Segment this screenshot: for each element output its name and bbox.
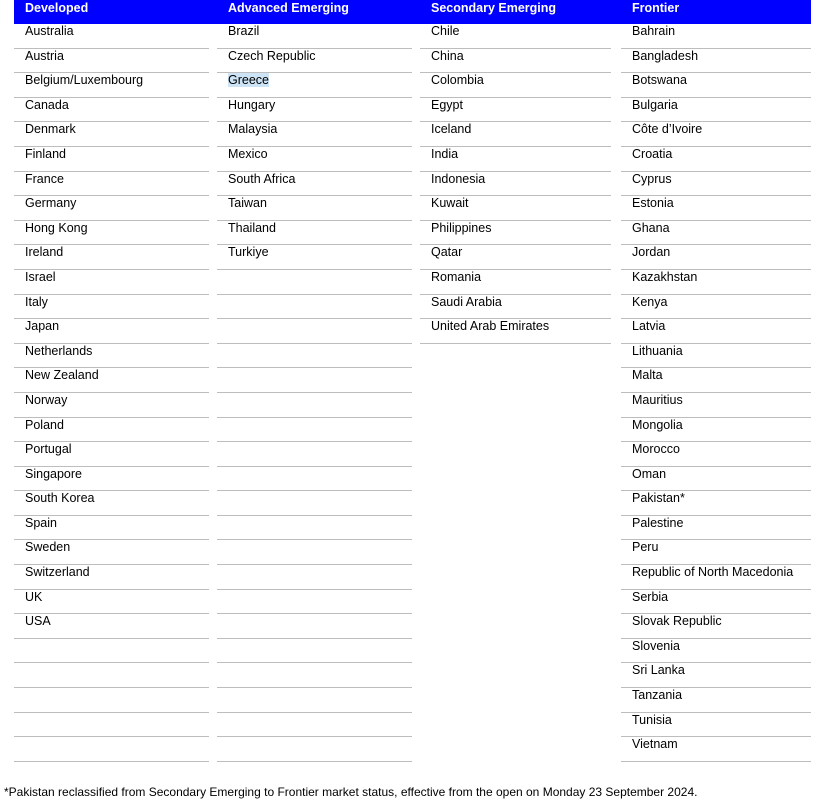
country-name: Malaysia	[228, 122, 278, 137]
column-header: Secondary Emerging	[431, 1, 557, 15]
country-name: Sri Lanka	[632, 663, 685, 678]
table-cell	[621, 565, 811, 590]
table-cell	[14, 122, 209, 147]
column-header: Frontier	[632, 1, 680, 15]
country-name: Saudi Arabia	[431, 294, 502, 309]
table-cell	[621, 663, 811, 688]
country-name: Austria	[25, 48, 64, 63]
empty-cell	[217, 713, 412, 738]
table-cell	[621, 614, 811, 639]
table-cell	[14, 319, 209, 344]
country-name-selected: Greece	[228, 73, 269, 88]
column-developed	[14, 0, 209, 762]
table-cell	[14, 49, 209, 74]
country-name: Bangladesh	[632, 48, 699, 63]
column-secondary-emerging	[420, 0, 611, 344]
table-cell	[14, 614, 209, 639]
country-name: Japan	[25, 319, 60, 334]
empty-cell	[217, 368, 412, 393]
table-cell	[420, 98, 611, 123]
empty-cell	[217, 295, 412, 320]
table-cell	[217, 98, 412, 123]
country-name: Czech Republic	[228, 48, 316, 63]
table-cell	[217, 73, 412, 98]
empty-cell	[217, 737, 412, 762]
table-cell	[14, 540, 209, 565]
empty-cell	[14, 713, 209, 738]
country-name: Thailand	[228, 220, 276, 235]
country-name: Serbia	[632, 589, 669, 604]
country-name: Netherlands	[25, 343, 93, 358]
country-name: Hong Kong	[25, 220, 88, 235]
empty-cell	[14, 688, 209, 713]
table-cell	[217, 245, 412, 270]
table-cell	[621, 639, 811, 664]
empty-cell	[217, 688, 412, 713]
table-cell	[420, 122, 611, 147]
column-header: Developed	[25, 1, 89, 15]
country-name: Egypt	[431, 97, 463, 112]
country-name: Bulgaria	[632, 97, 678, 112]
country-name: Belgium/Luxembourg	[25, 73, 144, 88]
empty-cell	[217, 393, 412, 418]
table-cell	[14, 24, 209, 49]
country-name: Mauritius	[632, 392, 683, 407]
empty-cell	[217, 540, 412, 565]
empty-cell	[217, 663, 412, 688]
country-name: Indonesia	[431, 171, 486, 186]
column-advanced-emerging	[217, 0, 412, 762]
country-name: Lithuania	[632, 343, 683, 358]
table-cell	[420, 245, 611, 270]
table-cell	[14, 442, 209, 467]
country-name: Hungary	[228, 97, 276, 112]
country-name: Kenya	[632, 294, 668, 309]
country-name: Pakistan*	[632, 491, 685, 506]
table-cell	[217, 196, 412, 221]
country-name: India	[431, 146, 459, 161]
country-name: Taiwan	[228, 196, 267, 211]
table-cell	[621, 737, 811, 762]
empty-cell	[217, 491, 412, 516]
country-name: Israel	[25, 269, 56, 284]
country-name: Romania	[431, 269, 482, 284]
empty-cell	[217, 344, 412, 369]
table-cell	[14, 368, 209, 393]
country-name: United Arab Emirates	[431, 319, 550, 334]
table-cell	[14, 344, 209, 369]
country-name: Malta	[632, 368, 663, 383]
country-name: USA	[25, 614, 51, 629]
table-cell	[621, 540, 811, 565]
table-cell	[420, 73, 611, 98]
table-cell	[14, 467, 209, 492]
table-cell	[621, 688, 811, 713]
country-name: Portugal	[25, 442, 72, 457]
table-cell	[420, 270, 611, 295]
empty-cell	[217, 467, 412, 492]
country-name: France	[25, 171, 64, 186]
country-name: Botswana	[632, 73, 687, 88]
country-name: Vietnam	[632, 737, 678, 752]
country-name: Cyprus	[632, 171, 672, 186]
table-cell	[14, 221, 209, 246]
table-cell	[621, 590, 811, 615]
table-cell	[621, 196, 811, 221]
table-cell	[420, 24, 611, 49]
table-cell	[621, 49, 811, 74]
table-cell	[621, 24, 811, 49]
empty-cell	[217, 319, 412, 344]
country-name: Colombia	[431, 73, 484, 88]
table-cell	[621, 245, 811, 270]
country-name: Canada	[25, 97, 69, 112]
country-name: Germany	[25, 196, 77, 211]
table-cell	[14, 73, 209, 98]
table-cell	[621, 73, 811, 98]
table-cell	[14, 147, 209, 172]
empty-cell	[217, 516, 412, 541]
country-name: Philippines	[431, 220, 492, 235]
table-cell	[14, 418, 209, 443]
table-cell	[14, 491, 209, 516]
column-frontier	[621, 0, 811, 762]
country-name: New Zealand	[25, 368, 99, 383]
empty-cell	[217, 590, 412, 615]
country-name: UK	[25, 589, 43, 604]
country-name: Morocco	[632, 442, 680, 457]
country-name: Tunisia	[632, 712, 672, 727]
table-cell	[420, 49, 611, 74]
country-name: Palestine	[632, 515, 684, 530]
table-cell	[621, 344, 811, 369]
table-cell	[420, 295, 611, 320]
country-name: Slovenia	[632, 638, 680, 653]
country-name: Ghana	[632, 220, 670, 235]
table-cell	[420, 172, 611, 197]
empty-cell	[14, 663, 209, 688]
table-cell	[217, 24, 412, 49]
table-cell	[14, 245, 209, 270]
country-name: Spain	[25, 515, 57, 530]
table-cell	[621, 147, 811, 172]
table-cell	[621, 319, 811, 344]
country-name: Brazil	[228, 24, 260, 38]
country-name: Australia	[25, 24, 74, 38]
table-cell	[217, 147, 412, 172]
table-cell	[14, 565, 209, 590]
country-name: Iceland	[431, 122, 472, 137]
empty-cell	[217, 418, 412, 443]
table-cell	[14, 516, 209, 541]
country-name: Tanzania	[632, 688, 683, 703]
table-cell	[621, 172, 811, 197]
column-header: Advanced Emerging	[228, 1, 349, 15]
table-cell	[14, 270, 209, 295]
country-name: Bahrain	[632, 24, 676, 38]
table-cell	[14, 98, 209, 123]
country-name: Mexico	[228, 146, 268, 161]
country-name: Finland	[25, 146, 66, 161]
table-cell	[217, 172, 412, 197]
table-cell	[14, 590, 209, 615]
country-name: Switzerland	[25, 565, 90, 580]
table-cell	[621, 467, 811, 492]
country-name: Turkiye	[228, 245, 269, 260]
table-cell	[420, 196, 611, 221]
country-name: Ireland	[25, 245, 64, 260]
country-name: Singapore	[25, 466, 82, 481]
table-cell	[420, 221, 611, 246]
empty-cell	[14, 737, 209, 762]
table-cell	[420, 319, 611, 344]
table-cell	[621, 98, 811, 123]
table-cell	[621, 393, 811, 418]
table-cell	[14, 393, 209, 418]
country-name: Poland	[25, 417, 64, 432]
table-cell	[14, 172, 209, 197]
table-cell	[420, 147, 611, 172]
table-cell	[14, 196, 209, 221]
table-cell	[621, 368, 811, 393]
country-name: Kuwait	[431, 196, 469, 211]
table-cell	[621, 442, 811, 467]
table-cell	[621, 295, 811, 320]
country-name: Slovak Republic	[632, 614, 722, 629]
country-name: Qatar	[431, 245, 463, 260]
table-cell	[621, 122, 811, 147]
country-name: Peru	[632, 540, 659, 555]
country-name: Côte d’Ivoire	[632, 122, 703, 137]
table-cell	[14, 295, 209, 320]
country-name: Denmark	[25, 122, 76, 137]
country-name: Chile	[431, 24, 460, 38]
table-cell	[621, 221, 811, 246]
country-name: Jordan	[632, 245, 671, 260]
country-name: Estonia	[632, 196, 674, 211]
empty-cell	[217, 565, 412, 590]
table-cell	[621, 418, 811, 443]
footnote: *Pakistan reclassified from Secondary Emerging to Frontier market status, effective from the open on Monday 23 September 2024.	[4, 785, 698, 799]
country-name: South Korea	[25, 491, 95, 506]
empty-cell	[217, 639, 412, 664]
empty-cell	[217, 442, 412, 467]
country-name: Norway	[25, 392, 68, 407]
table-cell	[621, 516, 811, 541]
country-name: Croatia	[632, 146, 673, 161]
country-name: Italy	[25, 294, 48, 309]
table-cell	[217, 221, 412, 246]
empty-cell	[217, 614, 412, 639]
country-name: Sweden	[25, 540, 71, 555]
empty-cell	[217, 270, 412, 295]
table-cell	[621, 713, 811, 738]
country-name: South Africa	[228, 171, 296, 186]
country-name: Republic of North Macedonia	[632, 565, 794, 580]
empty-cell	[14, 639, 209, 664]
country-name: Kazakhstan	[632, 269, 698, 284]
country-name: China	[431, 48, 464, 63]
table-cell	[621, 270, 811, 295]
table-cell	[217, 122, 412, 147]
table-cell	[217, 49, 412, 74]
table-cell	[621, 491, 811, 516]
country-name: Oman	[632, 466, 667, 481]
country-name: Latvia	[632, 319, 666, 334]
country-name: Mongolia	[632, 417, 683, 432]
